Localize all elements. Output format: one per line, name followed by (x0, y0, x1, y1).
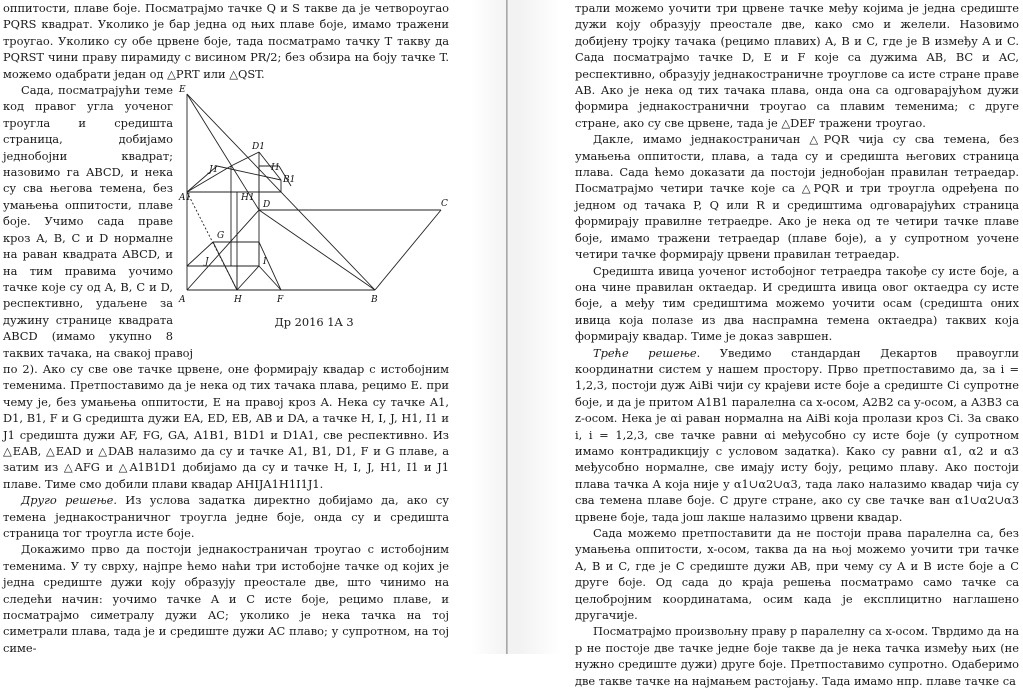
label-I1: I1 (271, 163, 281, 174)
label-H: H (234, 295, 242, 306)
right-paragraph-5: Сада можемо претпоставити да не постоји права паралелна са, без умањења оппитости, x-осом, таква да на њој можемо уочити три тачке A, B и C, где је C средиште дужи AB, при чему су A и B исте боје а C друге боје. Од сада до краја решења посматрамо само тачке са целобројним координатама, осим када је експлицитно наглашено другачије. (575, 526, 1019, 623)
figure-caption: Др 2016 1A 3 (274, 315, 354, 330)
label-J1: J1 (209, 165, 219, 176)
left-page (3, 0, 449, 654)
gutter-shadow (470, 0, 560, 654)
right-paragraph-6: Посматрајмо произвољну праву p паралелну са x-осом. Тврдимо да на p не постоје две тачке једне боје такве да је нека тачка између њих (не нужно средиште дужи) друге боје. Претпоставимо супротно. Одаберимо две такве тачке на најмањем растојању. Тада имамо нпр. плаве тачке са (575, 624, 1019, 688)
cube-construction-diagram (179, 82, 449, 322)
third-solution-label: Треће решење. (593, 345, 701, 360)
right-paragraph-third-solution (575, 345, 1019, 525)
label-H1: H1 (241, 193, 255, 204)
geometry-figure (179, 82, 449, 337)
right-paragraph-2: Дакле, имамо једнакостраничан △PQR чија су сва темена, без умањења оппитости, плава, а тада су и средишта његових страница плава. Сада ћемо доказати да постоји једнобојан правилан тетраедар. Посматрајмо четири тачке које са △PQR и три троугла одређена по једном од тачака P, Q или R и средиштима одговарајућих страница формирају правилне тетраедре. Ако је нека од те четири тачке плаве боје, имамо тражени тетраедар (плаве боје), а у супротном уочене четири тачке формирају црвени правилан тетраедар. (575, 132, 1019, 262)
right-paragraph-1: трали можемо уочити три црвене тачке међу којима је једна средиште дужи коју образују преостале две, како смо и желели. Назовимо добијену тројку тачака (рецимо плавих) A, B и C, где је B између A и C. Сада посматрајмо тачке D, E и F које са дужима AB, BC и AC, респективно, образују једнакостраничне троуглове са исте стране праве AB. Ако је нека од тих тачака плава, онда она са одговарајућом дужи формира једнакостранични троугао са плавим теменима; с друге стране, ако су све црвене, тада је △DEF тражени троугао. (575, 1, 1019, 130)
label-I: I (263, 257, 267, 268)
left-paragraph-square: Сада, посматрајући теме код правог угла уоченог троугла и средишта страница, добијамо једнобојни квадрат; назовимо га ABCD, и нека су сва његова темена, без умањења оппитости, плаве боје. Учимо сада праве кроз A, B, C и D нормалне на раван квадрата ABCD, и на тим правима уочимо тачке које су од A, B, C и D, респективно, удаљене за дужину странице квадрата ABCD (имамо укупно 8 таквих тачака, на свакој правој (3, 83, 194, 360)
right-page (575, 0, 1019, 688)
book-gutter (506, 0, 508, 654)
second-solution-text: Из услова задатка директно добијамо да, ако су темена једнакостраничног троугла једне боје, онда су и средишта страница тог троугла исте боје. (3, 493, 450, 540)
label-A: A (179, 295, 186, 306)
label-G: G (217, 231, 225, 242)
left-intro-paragraph: оппитости, плаве боје. Посматрајмо тачке Q и S такве да је четвороугао PQRS квадрат. Уколико је бар једна од њих плаве боје, имамо тражени троугао. Уколико су обе црвене боје, тада посматрамо тачку T такву да PQRST чини праву пирамиду с висином PR/2; без обзира на боју тачке T. можемо одабрати један од △PRT или △QST. (3, 1, 449, 81)
label-E: E (179, 85, 186, 96)
left-paragraph-cuboid: по 2). Ако су све ове тачке црвене, оне формирају квадар с истобојним теменима. Претпоставимо да је нека од тих тачака плава, рецимо E. при чему је, без умањења оппитости, E на правој кроз A. Нека су тачке A1, D1, B1, F и G средишта дужи EA, ED, EB, AB и DA, а тачке H, I, J, H1, I1 и J1 средишта дужи AF, FG, GA, A1B1, B1D1 и D1A1, све респективно. Из △EAB, △EAD и △DAB налазимо да су и тачке A1, B1, D1, F и G плаве, а затим из △AFG и △A1B1D1 добијамо да су и тачке H, I, J, H1, I1 и J1 плаве. Тиме смо добили плави квадар AHIJA1H1I1J1. (3, 361, 449, 491)
label-J: J (205, 257, 209, 268)
right-paragraph-3: Средишта ивица уоченог истобојног тетраедра такође су исте боје, а она чине правилан октаедар. И средишта ивица овог октаедра су исте боје, а међу тим средиштима можемо уочити осам (средишта оних ивица која полазе из два наспрамна темена октаедра) таквих која формирају квадар. Тиме је доказ завршен. (575, 263, 1019, 344)
label-C: C (441, 199, 448, 210)
label-D: D (263, 200, 271, 211)
second-solution-label: Друго решење. (21, 493, 117, 508)
label-D1: D1 (252, 142, 265, 153)
left-paragraph-second-solution (3, 492, 449, 541)
label-F: F (277, 295, 284, 306)
label-A1: A1 (179, 193, 192, 204)
third-solution-text: Уведимо стандардан Декартов правоугли координатни систем у нашем простору. Прво претпоставимо да, за i = 1,2,3, постоји дуж AiBi чији су крајеви исте боје а средиште Ci супротне боје, и да је притом A1B1 паралелна са x-осом, A2B2 са y-осом, а A3B3 са z-осом. Нека је αi раван нормална на AiBi која пролази кроз Ci. За свако i, i = 1,2,3, све тачке равни αi међусобно су исте боје (у супротном имамо контрадикцију с условом задатка). Како су равни α1, α2 и α3 међусобно нормалне, све имају исту боју, рецимо плаву. Ако постоји плава тачка A која није у α1∪α2∪α3, тада лако налазимо квадар чија су сва темена плаве боје. С друге стране, ако су све тачке ван α1∪α2∪α3 црвене боје, тада још лакше налазимо црвени квадар. (575, 345, 1019, 524)
left-paragraph-proof: Докажимо прво да постоји једнакостраничан троугао с истобојним теменима. У ту сврху, најпре ћемо наћи три истобојне тачке од којих је једна средиште дужи коју образују преостале две, што чинимо на следећи начин: уочимо тачке A и C исте боје, рецимо плаве, и посматрајмо симетралу дужи AC; уколико је нека тачка на тој симетрали плава, тада је и средиште дужи AC плаво; у супротном, на тој симе- (3, 542, 449, 655)
label-B1: B1 (283, 175, 296, 186)
label-B: B (371, 295, 378, 306)
